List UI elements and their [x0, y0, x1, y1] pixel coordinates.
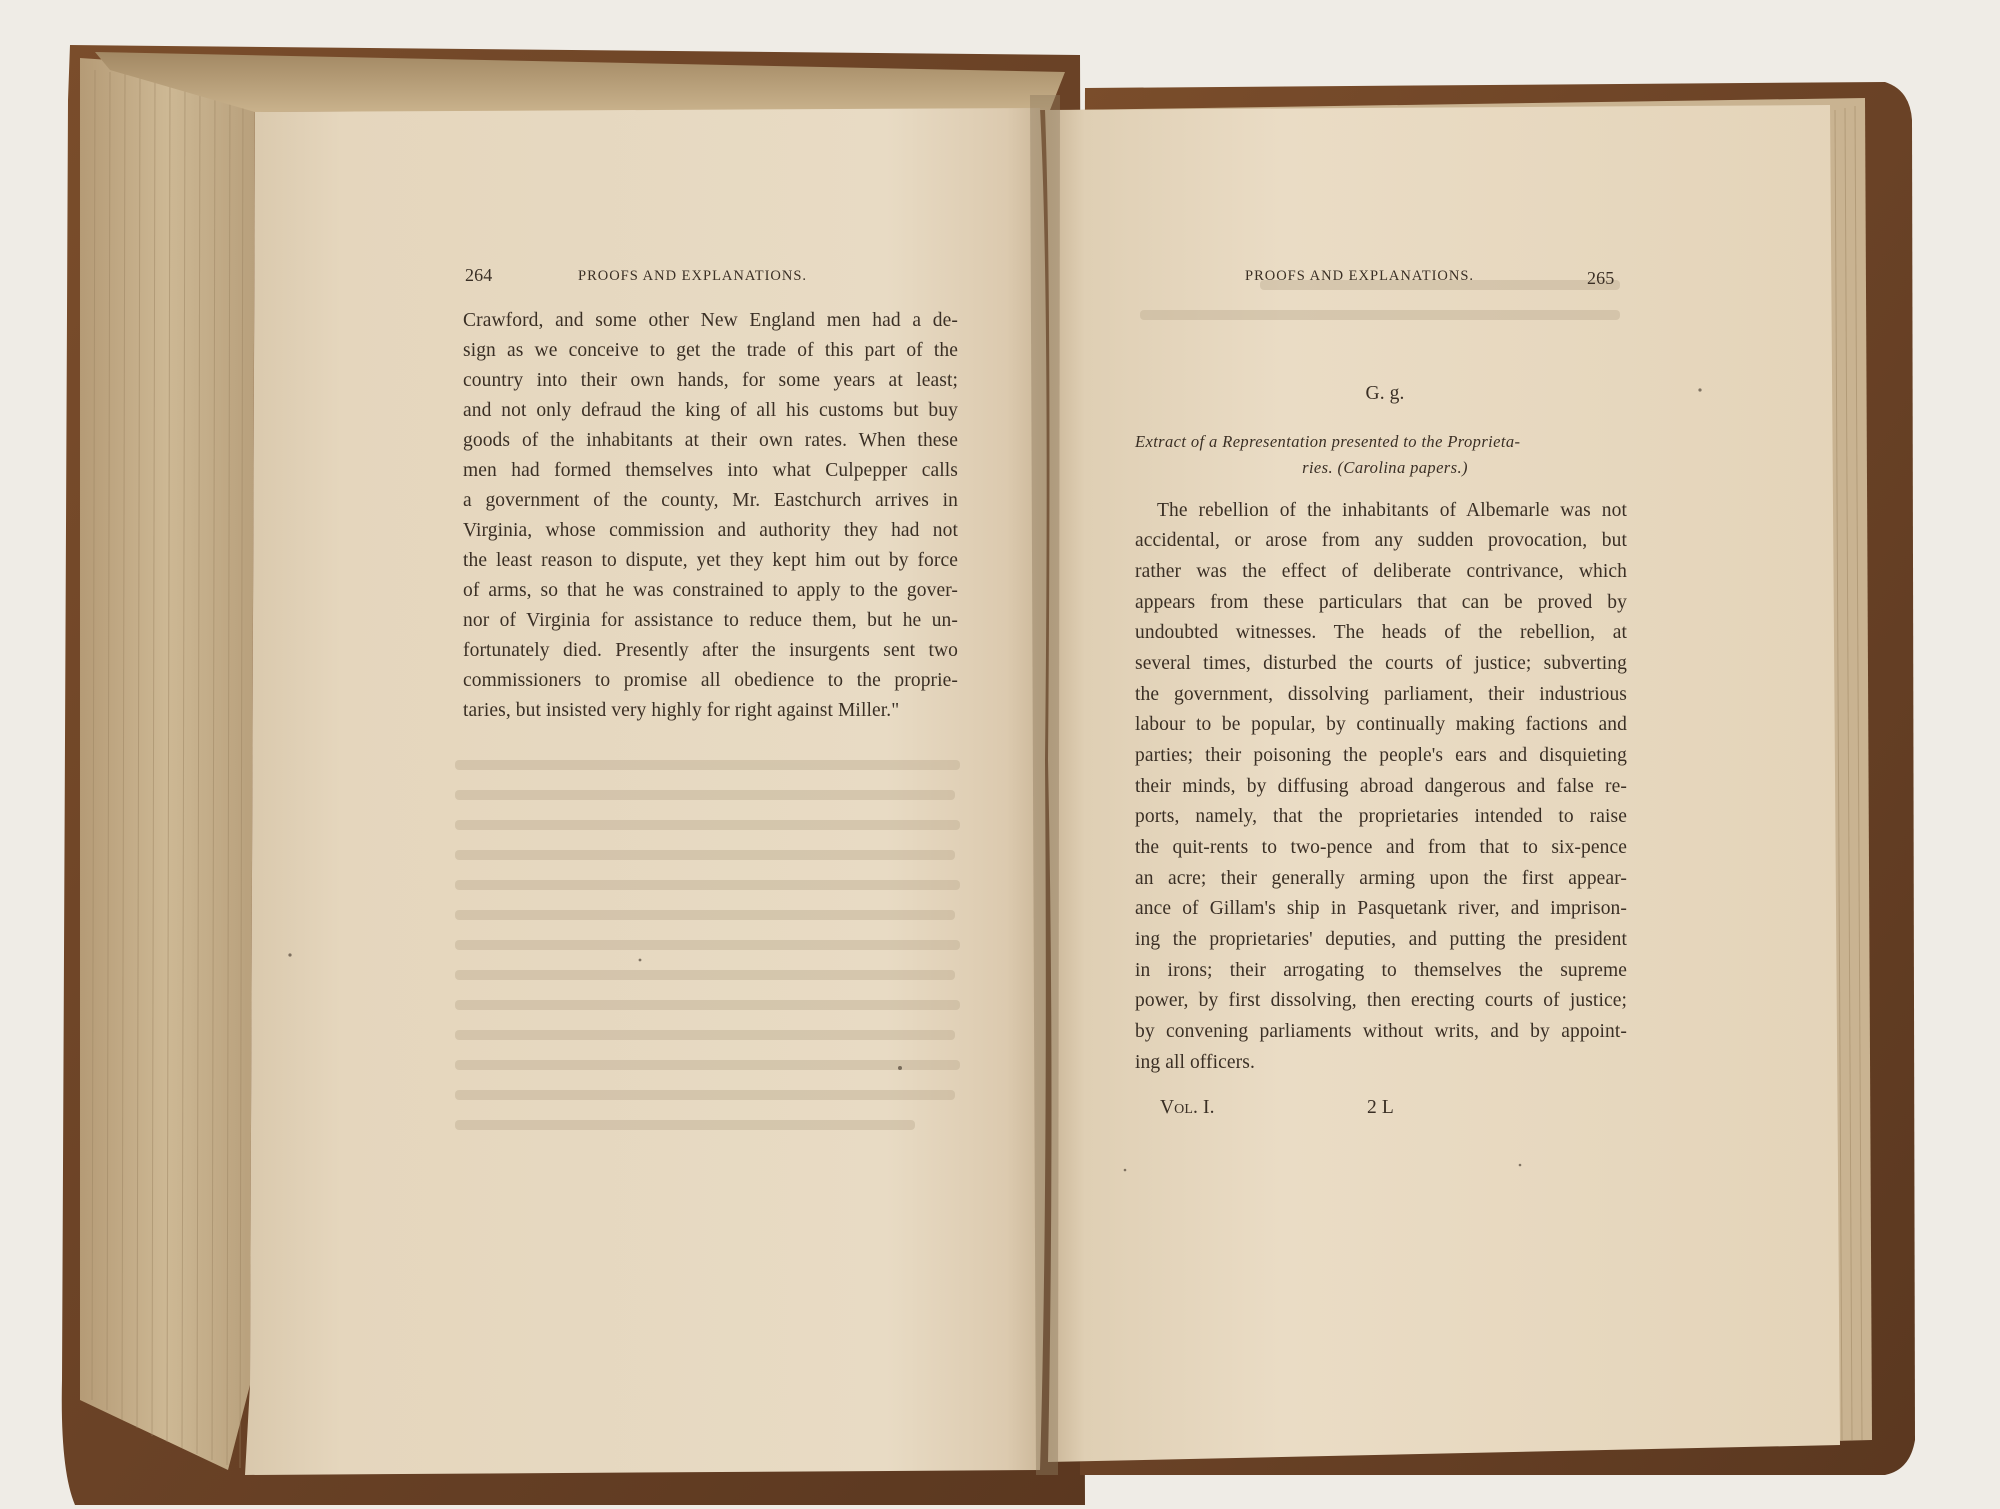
right-line: accidental, or arose from any sudden provocation, but — [1135, 530, 1627, 551]
left-page-number: 264 — [465, 265, 493, 285]
left-line: fortunately died. Presently after the insurgents sent two — [463, 640, 958, 661]
right-line: an acre; their generally arming upon the first appear- — [1135, 868, 1627, 889]
left-line: Crawford, and some other New England men had a de- — [463, 310, 958, 331]
section-mark: G. g. — [1365, 383, 1405, 404]
extract-title-line-2: ries. (Carolina papers.) — [1302, 458, 1468, 477]
right-running-head: PROOFS AND EXPLANATIONS. — [1245, 268, 1475, 284]
right-line: the quit-rents to two-pence and from that to six-pence — [1135, 837, 1627, 858]
right-line: ing the proprietaries' deputies, and putting the president — [1135, 929, 1627, 950]
left-line: sign as we conceive to get the trade of this part of the — [463, 340, 958, 361]
right-line: parties; their poisoning the people's ears and disquieting — [1135, 745, 1627, 766]
right-line: appears from these particulars that can be proved by — [1135, 592, 1627, 613]
right-line: The rebellion of the inhabitants of Albemarle was not — [1157, 500, 1627, 521]
left-line: and not only defraud the king of all his customs but buy — [463, 400, 958, 421]
right-line: ance of Gillam's ship in Pasquetank river, and imprison- — [1135, 898, 1627, 919]
right-line: power, by first dissolving, then erecting courts of justice; — [1135, 990, 1627, 1011]
left-line: goods of the inhabitants at their own rates. When these — [463, 430, 958, 451]
right-line: their minds, by diffusing abroad dangerous and false re- — [1135, 776, 1627, 797]
left-line: a government of the county, Mr. Eastchurch arrives in — [463, 490, 958, 511]
right-line: by convening parliaments without writs, and by appoint- — [1135, 1021, 1627, 1042]
left-line: Virginia, whose commission and authority they had not — [463, 520, 958, 541]
left-line: nor of Virginia for assistance to reduce them, but he un- — [463, 610, 958, 631]
right-line: the government, dissolving parliament, their industrious — [1135, 684, 1627, 705]
left-running-head: PROOFS AND EXPLANATIONS. — [578, 268, 808, 284]
left-line: country into their own hands, for some years at least; — [463, 370, 958, 391]
left-line: the least reason to dispute, yet they kept him out by force — [463, 550, 958, 571]
left-line: men had formed themselves into what Culpepper calls — [463, 460, 958, 481]
right-line: rather was the effect of deliberate contrivance, which — [1135, 561, 1627, 582]
left-line: of arms, so that he was constrained to apply to the gover- — [463, 580, 958, 601]
right-line: undoubted witnesses. The heads of the rebellion, at — [1135, 622, 1627, 643]
right-page-number: 265 — [1587, 268, 1615, 288]
signature-mark: 2 L — [1367, 1097, 1394, 1118]
left-line: taries, but insisted very highly for right against Miller." — [463, 700, 900, 721]
right-line: ports, namely, that the proprietaries intended to raise — [1135, 806, 1627, 827]
left-line: commissioners to promise all obedience to the proprie- — [463, 670, 958, 691]
extract-title-line-1: Extract of a Representation presented to the Proprieta- — [1135, 432, 1521, 451]
right-line: several times, disturbed the courts of justice; subverting — [1135, 653, 1627, 674]
right-line: ing all officers. — [1135, 1052, 1255, 1073]
right-line: in irons; their arrogating to themselves the supreme — [1135, 960, 1627, 981]
signature-volume: Vol. I. — [1160, 1097, 1215, 1118]
right-line: labour to be popular, by continually making factions and — [1135, 714, 1627, 735]
